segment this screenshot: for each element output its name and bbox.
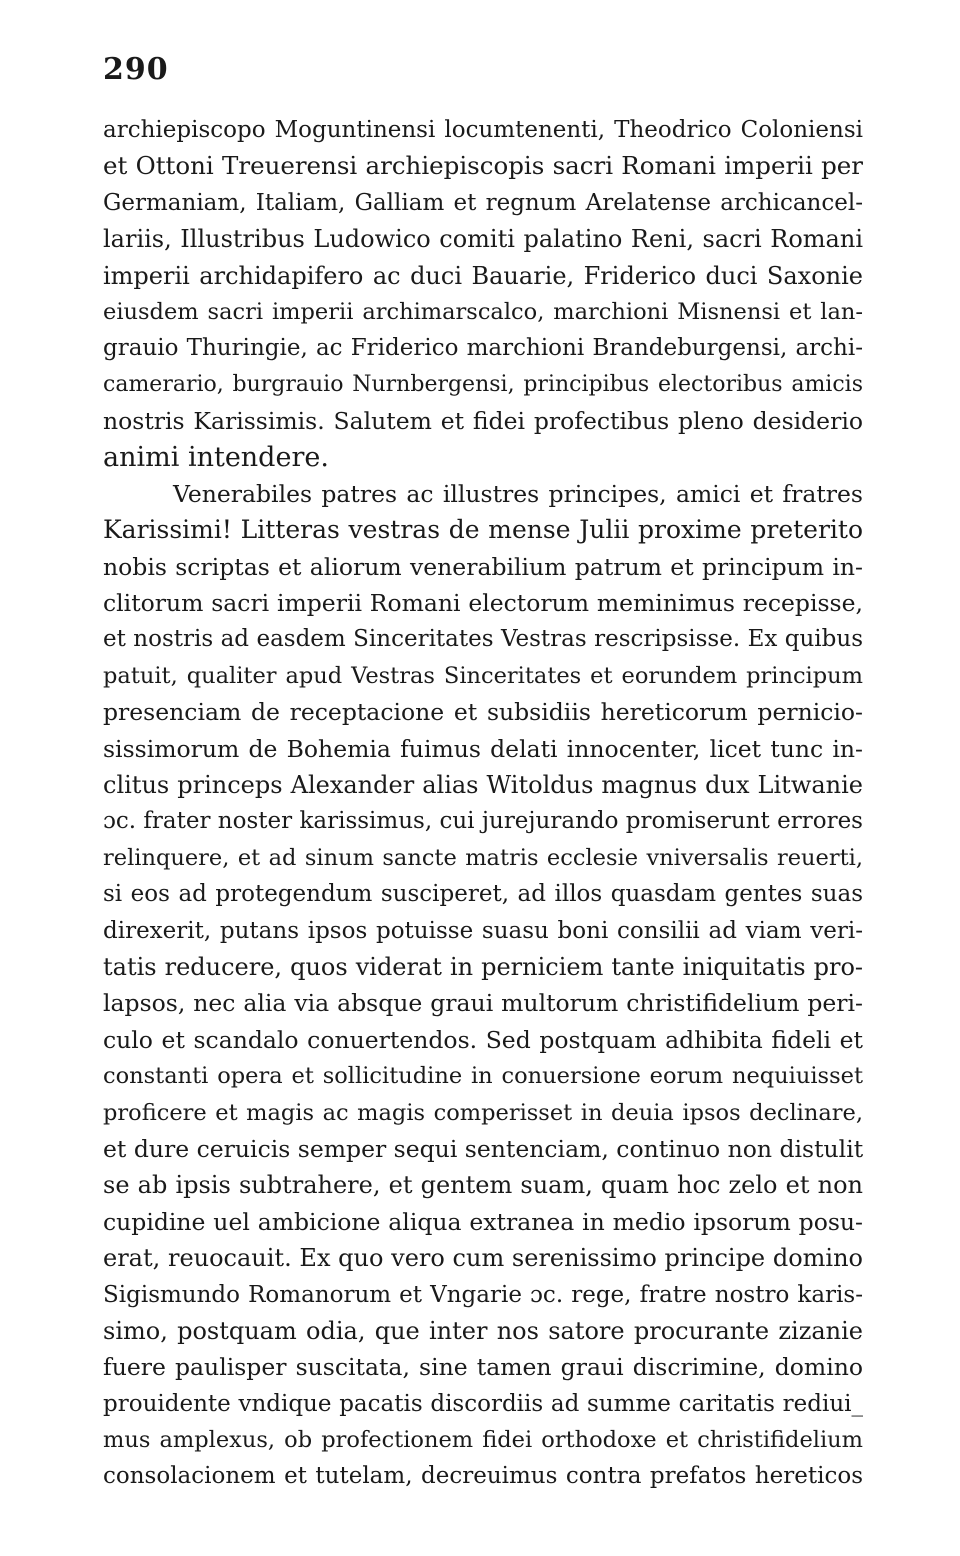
text-line: patuit, qualiter apud Vestras Sinceritates et eorundem principum (103, 662, 863, 689)
text-line: consolacionem et tutelam, decreuimus contra prefatos hereticos (103, 1463, 863, 1490)
text-line: ɔc. frater noster karissimus, cui jurejurando promiserunt errores (103, 808, 863, 835)
text-line: direxerit, putans ipsos potuisse suasu boni consilii ad viam veri- (103, 917, 863, 944)
text-line: clitorum sacri imperii Romani electorum meminimus recepisse, (103, 589, 863, 618)
text-line: clitus princeps Alexander alias Witoldus magnus dux Litwanie (103, 771, 863, 800)
text-line: et dure ceruicis semper sequi sentenciam, continuo non distulit (103, 1134, 863, 1163)
page-number: 290 (103, 52, 169, 87)
text-line: fuere paulisper suscitata, sine tamen graui discrimine, domino (103, 1353, 863, 1382)
text-line: lapsos, nec alia via absque graui multorum christifidelium peri- (103, 989, 863, 1018)
text-line: animi intendere. (103, 441, 329, 473)
text-line: tatis reducere, quos viderat in perniciem tante iniquitatis pro- (103, 952, 863, 981)
text-line: prouidente vndique pacatis discordiis ad summe caritatis rediui_ (103, 1390, 863, 1417)
text-line: Sigismundo Romanorum et Vngarie ɔc. rege, fratre nostro karis- (103, 1281, 863, 1308)
text-line: Venerabiles patres ac illustres principes, amici et fratres (173, 479, 863, 508)
text-line: relinquere, et ad sinum sancte matris ecclesie vniversalis reuerti, (103, 844, 863, 871)
text-line: lariis, Illustribus Ludowico comiti palatino Reni, sacri Romani (103, 225, 863, 254)
text-line: eiusdem sacri imperii archimarscalco, marchioni Misnensi et lan- (103, 298, 863, 325)
text-line: constanti opera et sollicitudine in conuersione eorum nequiuisset (103, 1063, 863, 1090)
text-line: et Ottoni Treuerensi archiepiscopis sacri Romani imperii per (103, 151, 863, 181)
text-line: grauio Thuringie, ac Friderico marchioni Brandeburgensi, archi- (103, 335, 863, 362)
text-line: Karissimi! Litteras vestras de mense Julii proxime preterito (103, 515, 863, 545)
text-line: nobis scriptas et aliorum venerabilium patrum et principum in- (103, 552, 863, 581)
text-line: cupidine uel ambicione aliqua extranea in medio ipsorum posu- (103, 1207, 863, 1236)
text-line: erat, reuocauit. Ex quo vero cum serenissimo principe domino (103, 1244, 863, 1273)
text-line: imperii archidapifero ac duci Bauarie, Friderico duci Saxonie (103, 261, 863, 290)
text-line: proficere et magis ac magis comperisset in deuia ipsos declinare, (103, 1099, 863, 1126)
text-line: culo et scandalo conuertendos. Sed postquam adhibita fideli et (103, 1025, 863, 1054)
text-line: et nostris ad easdem Sinceritates Vestras rescripsisse. Ex quibus (103, 626, 863, 653)
text-line: nostris Karissimis. Salutem et fidei profectibus pleno desiderio (103, 407, 863, 436)
text-line: archiepiscopo Moguntinensi locumtenenti, Theodrico Coloniensi (103, 117, 863, 143)
text-line: sissimorum de Bohemia fuimus delati innocenter, licet tunc in- (103, 734, 863, 763)
text-line: Germaniam, Italiam, Galliam et regnum Arelatense archicancel- (103, 189, 863, 216)
text-line: se ab ipsis subtrahere, et gentem suam, quam hoc zelo et non (103, 1171, 863, 1200)
text-line: presenciam de receptacione et subsidiis hereticorum pernicio- (103, 698, 863, 727)
text-line: simo, postquam odia, que inter nos satore procurante zizanie (103, 1316, 863, 1345)
text-line: camerario, burgrauio Nurnbergensi, principibus electoribus amicis (103, 371, 863, 397)
text-line: mus amplexus, ob profectionem fidei orthodoxe et christifidelium (103, 1427, 863, 1454)
body-text (103, 112, 863, 1495)
text-line: si eos ad protegendum susciperet, ad illos quasdam gentes suas (103, 881, 863, 908)
